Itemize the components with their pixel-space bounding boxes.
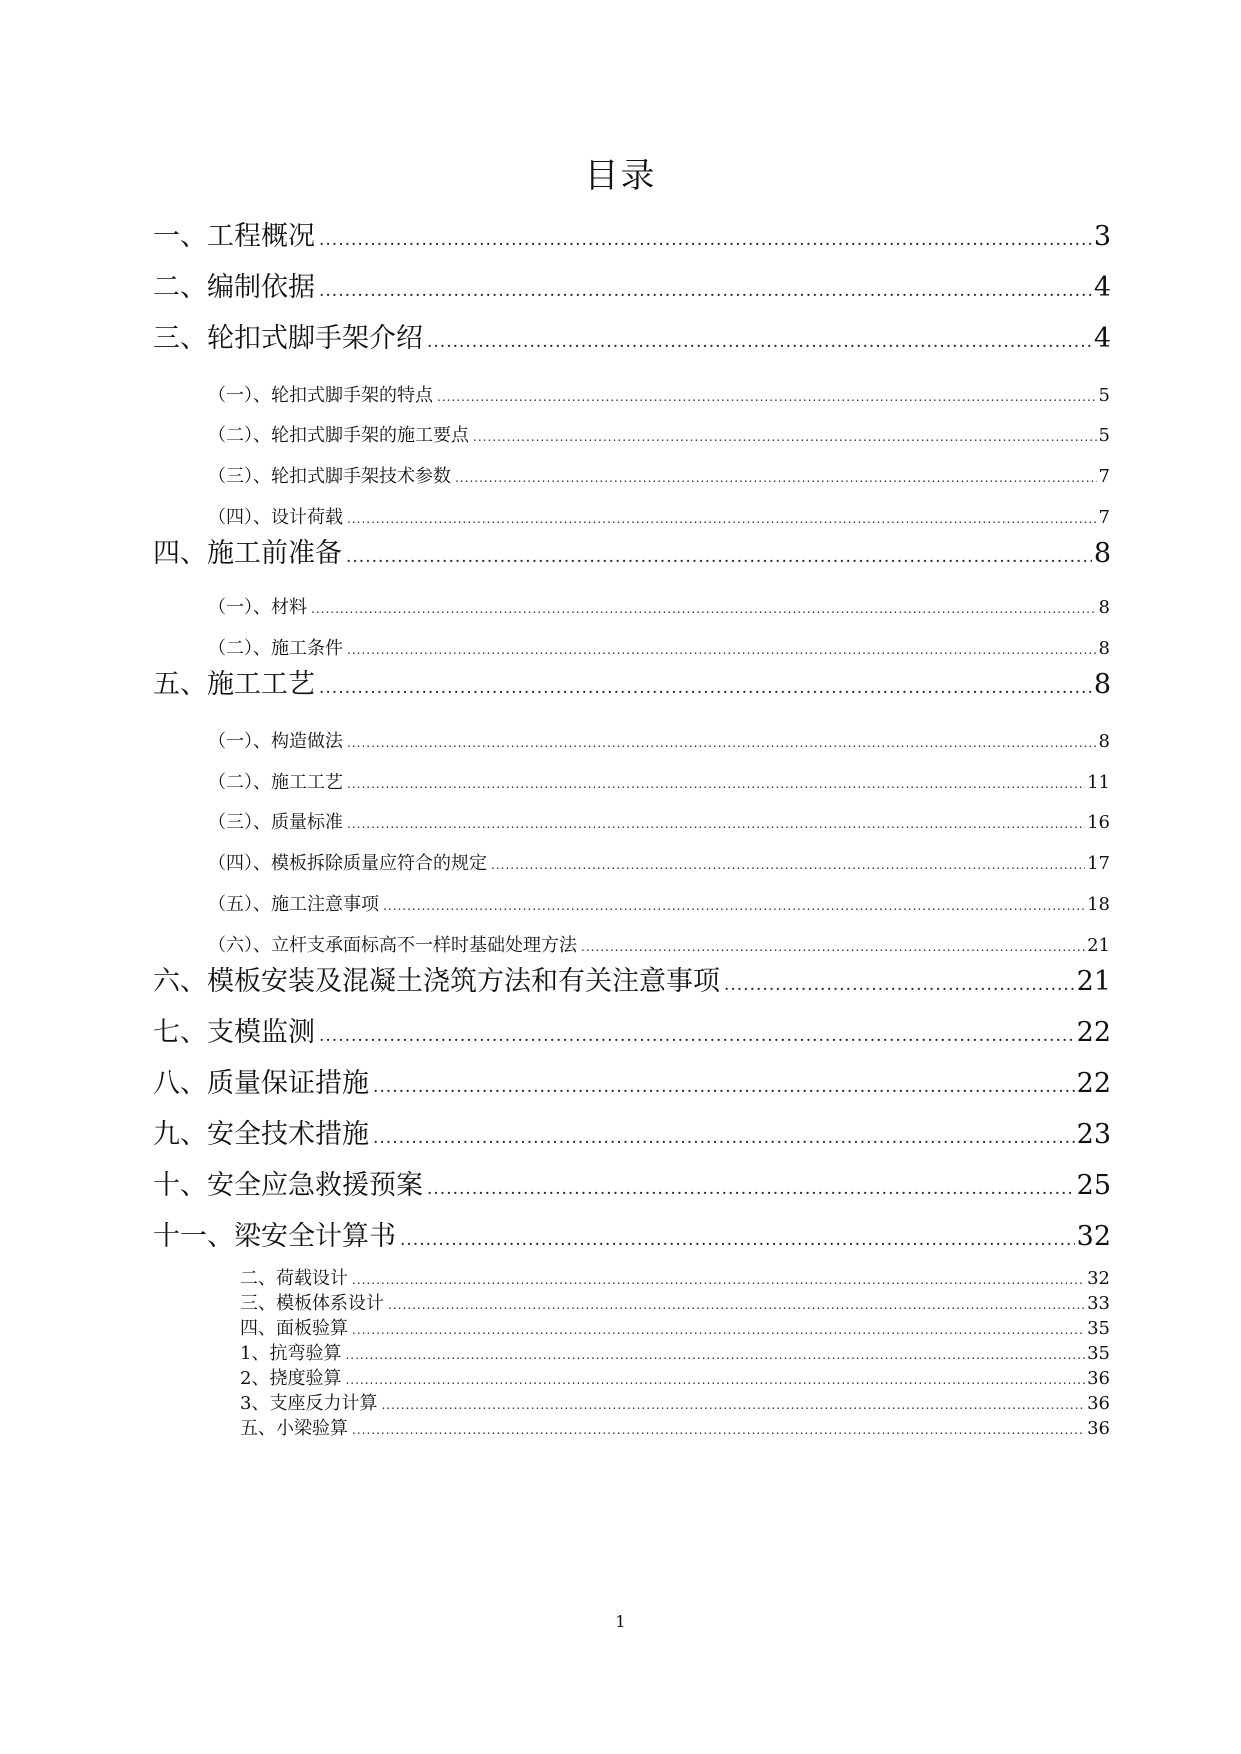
toc-entry-page: 4: [1093, 272, 1111, 303]
toc-leader-dots: [319, 281, 1092, 301]
toc-leader-dots: [373, 1077, 1075, 1097]
toc-entry-label: （一）、轮扣式脚手架的特点: [208, 385, 433, 406]
toc-entry-label: （三）、质量标准: [208, 812, 343, 833]
toc-leader-dots: [347, 643, 1097, 657]
toc-leader-dots: [352, 1323, 1085, 1337]
toc-entry[interactable]: [208, 593, 1110, 617]
toc-entry-label: 七、支模监测: [153, 1017, 315, 1048]
toc-entry[interactable]: [240, 1314, 1110, 1338]
toc-entry[interactable]: [208, 503, 1110, 527]
toc-leader-dots: [347, 512, 1097, 526]
toc-leader-dots: [319, 1026, 1075, 1046]
toc-leader-dots: [345, 1348, 1085, 1362]
toc-entry[interactable]: [208, 381, 1110, 405]
toc-entry-label: （二）、施工条件: [208, 638, 343, 659]
toc-entry-label: 1、抗弯验算: [240, 1343, 342, 1364]
toc-leader-dots: [455, 471, 1097, 485]
toc-entry-label: 3、支座反力计算: [240, 1393, 378, 1414]
toc-entry-page: 22: [1076, 1068, 1111, 1099]
toc-leader-dots: [381, 1398, 1085, 1412]
toc-entry[interactable]: [240, 1289, 1110, 1313]
toc-leader-dots: [383, 899, 1085, 913]
toc-entry[interactable]: [240, 1414, 1110, 1438]
toc-entry-page: 32: [1087, 1268, 1110, 1289]
toc-entry[interactable]: [153, 214, 1111, 252]
toc-entry-page: 22: [1076, 1017, 1111, 1048]
toc-entry[interactable]: [153, 531, 1111, 569]
toc-entry[interactable]: [208, 849, 1110, 873]
toc-entry-label: 五、施工工艺: [153, 669, 315, 700]
toc-entry-page: 8: [1098, 731, 1110, 752]
toc-entry-label: （一）、材料: [208, 597, 307, 618]
toc-entry-label: 三、轮扣式脚手架介绍: [153, 323, 423, 354]
toc-entry-page: 11: [1087, 772, 1110, 793]
toc-entry-page: 16: [1087, 812, 1110, 833]
toc-leader-dots: [491, 858, 1085, 872]
toc-leader-dots: [437, 390, 1097, 404]
toc-leader-dots: [319, 230, 1092, 250]
toc-entry-page: 17: [1087, 853, 1110, 874]
toc-entry-label: （四）、模板拆除质量应符合的规定: [208, 853, 487, 874]
toc-entry-label: 二、荷载设计: [240, 1268, 348, 1289]
toc-entry-label: （四）、设计荷载: [208, 507, 343, 528]
toc-entry-page: 36: [1087, 1368, 1110, 1389]
toc-entry-label: 十一、梁安全计算书: [153, 1221, 396, 1252]
toc-entry[interactable]: [208, 890, 1110, 914]
toc-entry[interactable]: [240, 1389, 1110, 1413]
toc-entry-label: 八、质量保证措施: [153, 1068, 369, 1099]
toc-entry[interactable]: [208, 931, 1110, 955]
toc-entry-label: （五）、施工注意事项: [208, 894, 379, 915]
toc-leader-dots: [724, 975, 1075, 995]
toc-leader-dots: [388, 1298, 1085, 1312]
toc-entry-label: （二）、施工工艺: [208, 772, 343, 793]
toc-entry[interactable]: [240, 1364, 1110, 1388]
toc-entry-page: 23: [1076, 1119, 1111, 1150]
toc-entry-page: 3: [1093, 221, 1111, 252]
toc-entry-page: 5: [1098, 425, 1110, 446]
toc-entry[interactable]: [153, 1214, 1111, 1252]
toc-entry[interactable]: [153, 1163, 1111, 1201]
toc-entry-page: 32: [1076, 1221, 1111, 1252]
toc-entry-label: 三、模板体系设计: [240, 1293, 384, 1314]
toc-leader-dots: [347, 736, 1097, 750]
toc-entry[interactable]: [153, 1061, 1111, 1099]
toc-entry[interactable]: [208, 727, 1110, 751]
page-number: 1: [615, 1612, 626, 1631]
toc-entry-page: 25: [1076, 1170, 1111, 1201]
toc-entry-page: 4: [1093, 323, 1111, 354]
toc-leader-dots: [427, 1179, 1075, 1199]
toc-entry-page: 5: [1098, 385, 1110, 406]
toc-entry-page: 8: [1098, 597, 1110, 618]
toc-entry-label: 五、小梁验算: [240, 1418, 348, 1439]
toc-entry-page: 8: [1098, 638, 1110, 659]
toc-leader-dots: [345, 1373, 1085, 1387]
toc-entry-label: 九、安全技术措施: [153, 1119, 369, 1150]
toc-leader-dots: [319, 678, 1092, 698]
toc-entry-label: （六）、立杆支承面标高不一样时基础处理方法: [208, 935, 577, 956]
toc-entry[interactable]: [240, 1264, 1110, 1288]
toc-entry[interactable]: [153, 1112, 1111, 1150]
toc-entry[interactable]: [153, 662, 1111, 700]
toc-entry-page: 18: [1087, 894, 1110, 915]
toc-entry-page: 36: [1087, 1418, 1110, 1439]
toc-entry[interactable]: [153, 1010, 1111, 1048]
toc-entry[interactable]: [208, 421, 1110, 445]
toc-leader-dots: [352, 1273, 1085, 1287]
toc-entry-label: 一、工程概况: [153, 221, 315, 252]
toc-entry-label: 2、挠度验算: [240, 1368, 342, 1389]
toc-leader-dots: [311, 602, 1097, 616]
toc-leader-dots: [427, 332, 1092, 352]
toc-entry-page: 8: [1093, 538, 1111, 569]
toc-entry[interactable]: [153, 316, 1111, 354]
toc-entry-page: 36: [1087, 1393, 1110, 1414]
toc-leader-dots: [400, 1230, 1075, 1250]
toc-entry[interactable]: [208, 462, 1110, 486]
toc-leader-dots: [581, 940, 1085, 954]
toc-entry[interactable]: [208, 634, 1110, 658]
toc-entry-label: 六、模板安装及混凝土浇筑方法和有关注意事项: [153, 966, 720, 997]
toc-entry[interactable]: [208, 768, 1110, 792]
toc-entry-page: 7: [1098, 507, 1110, 528]
toc-entry-label: 四、面板验算: [240, 1318, 348, 1339]
toc-entry-page: 21: [1087, 935, 1110, 956]
toc-entry-page: 33: [1087, 1293, 1110, 1314]
toc-entry-label: 十、安全应急救援预案: [153, 1170, 423, 1201]
toc-entry[interactable]: [153, 959, 1111, 997]
toc-entry-label: （一）、构造做法: [208, 731, 343, 752]
toc-leader-dots: [352, 1423, 1085, 1437]
toc-entry[interactable]: [153, 265, 1111, 303]
toc-entry-label: 二、编制依据: [153, 272, 315, 303]
toc-entry-page: 35: [1087, 1343, 1110, 1364]
toc-leader-dots: [346, 547, 1092, 567]
toc-entry-label: （三）、轮扣式脚手架技术参数: [208, 466, 451, 487]
toc-entry-page: 35: [1087, 1318, 1110, 1339]
toc-leader-dots: [373, 1128, 1075, 1148]
toc-leader-dots: [347, 777, 1085, 791]
toc-entry[interactable]: [208, 808, 1110, 832]
toc-entry-label: （二）、轮扣式脚手架的施工要点: [208, 425, 469, 446]
toc-leader-dots: [473, 430, 1097, 444]
toc-entry-page: 21: [1076, 966, 1111, 997]
toc-entry-page: 8: [1093, 669, 1111, 700]
toc-leader-dots: [347, 817, 1085, 831]
toc-entry-label: 四、施工前准备: [153, 538, 342, 569]
toc-entry[interactable]: [240, 1339, 1110, 1363]
page-title: 目录: [584, 156, 657, 196]
toc-entry-page: 7: [1098, 466, 1110, 487]
